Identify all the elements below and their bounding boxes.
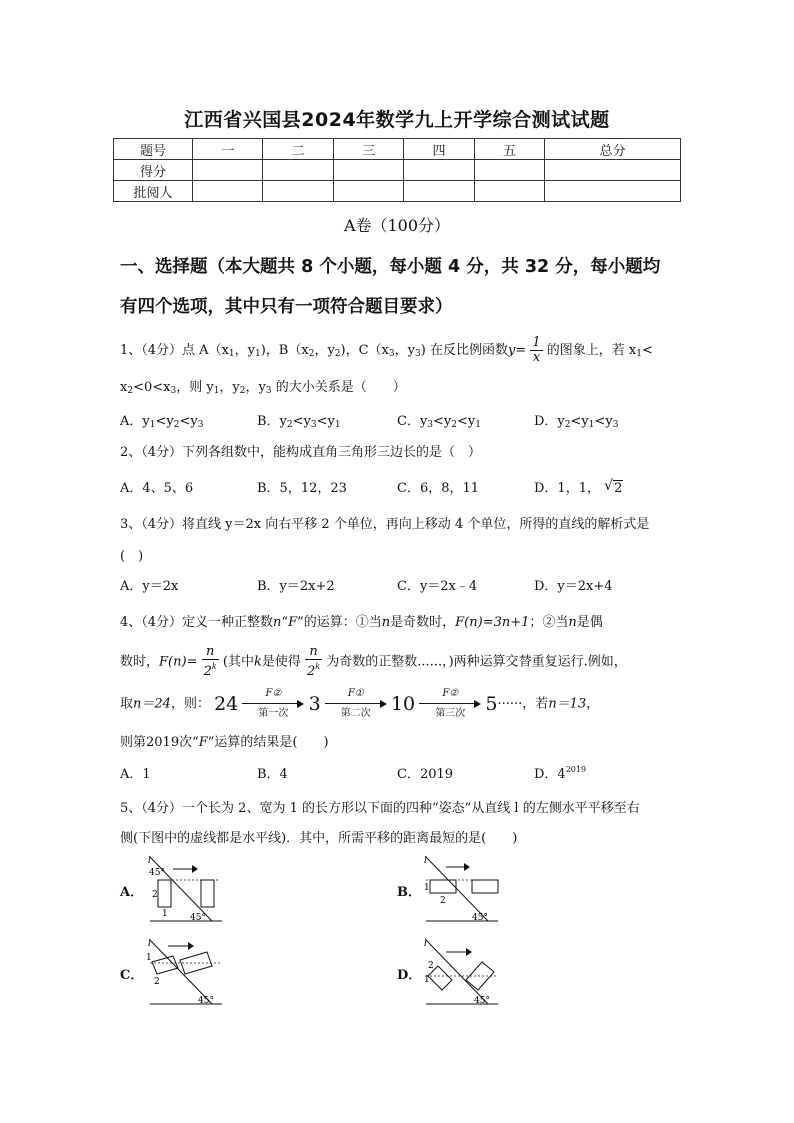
figure-b <box>416 855 506 925</box>
question-5-line1: 5、（4分）一个长为 2、宽为 1 的长方形以下面的四种“姿态”从直线 l 的左侧水平平移至右 <box>120 801 640 816</box>
q3-option-c[interactable]: C．y＝2x﹣4 <box>397 579 478 594</box>
section-subtitle: A卷（100分） <box>343 216 451 235</box>
table-cell <box>404 160 474 181</box>
table-cell: 二 <box>263 139 333 160</box>
table-cell <box>333 181 403 202</box>
table-cell: 批阅人 <box>114 181 193 202</box>
svg-text:l: l <box>148 939 151 949</box>
figure-label-d[interactable]: D． <box>397 968 422 983</box>
score-table <box>113 138 681 202</box>
svg-text:45°: 45° <box>474 996 490 1006</box>
fraction: $\frac{n}{2^k}$ <box>307 644 321 679</box>
question-3-line1: 3、（4分）将直线 y＝2x 向右平移 2 个单位，再向上移动 4 个单位，所得的直线的解析式是 <box>120 517 650 532</box>
svg-text:2: 2 <box>154 977 160 987</box>
question-1-line2: $x_2<0<x_3$，则 $y_1$，$y_2$，$y_3$ 的大小关系是（ ） <box>120 380 406 396</box>
q3-option-b[interactable]: B．y＝2x+2 <box>257 579 335 594</box>
q4-option-c[interactable]: C．2019 <box>397 767 454 782</box>
page-title: 江西省兴国县2024年数学九上开学综合测试试题 <box>184 109 610 131</box>
figure-label-a[interactable]: A． <box>120 885 144 900</box>
fraction: $\frac{n}{2^k}$ <box>203 644 217 679</box>
svg-text:1: 1 <box>146 953 152 963</box>
q3-option-d[interactable]: D．y＝2x+4 <box>534 579 613 594</box>
question-4-line1: 4、（4分）定义一种正整数n“F”的运算：①当n是奇数时，F(n)=3n+1；②当n是偶 <box>120 615 603 630</box>
svg-text:1: 1 <box>162 909 168 919</box>
svg-text:2: 2 <box>428 961 434 971</box>
table-cell <box>333 160 403 181</box>
table-cell: 四 <box>404 139 474 160</box>
svg-text:2: 2 <box>152 890 158 900</box>
arrow-1: F② 第一次 <box>242 688 304 720</box>
svg-text:45°: 45° <box>472 913 488 923</box>
table-cell: 题号 <box>114 139 193 160</box>
table-cell: 一 <box>193 139 263 160</box>
question-1-line1: 1、（4分）点 $A(x_1$，$y_1$)，$B(x_2$，$y_2$)，$C(x_3$，$y_3$) 在反比例函数y= $\frac{1}{x}$ 的图象上，若 $x_1<$ <box>120 335 653 365</box>
table-cell <box>474 160 544 181</box>
question-3-line2: ( ) <box>120 549 144 564</box>
q2-option-d[interactable]: D．1，1， √ 2 <box>534 477 623 496</box>
table-cell <box>263 160 333 181</box>
table-cell: 三 <box>333 139 403 160</box>
table-row <box>114 139 681 160</box>
svg-text:1: 1 <box>424 883 430 893</box>
table-cell <box>263 181 333 202</box>
table-row <box>114 181 681 202</box>
svg-text:2: 2 <box>440 896 446 906</box>
q4-option-a[interactable]: A．1 <box>120 767 151 782</box>
svg-text:l: l <box>424 856 427 866</box>
table-cell <box>545 160 681 181</box>
table-cell: 五 <box>474 139 544 160</box>
section-heading-line2: 有四个选项，其中只有一项符合题目要求） <box>120 297 453 317</box>
svg-text:l: l <box>148 856 151 866</box>
question-5-line2: 侧(下图中的虚线都是水平线)．其中，所需平移的距离最短的是( ) <box>120 831 518 846</box>
arrow-2: F① 第二次 <box>325 688 387 720</box>
svg-text:45°: 45° <box>149 868 165 878</box>
table-row <box>114 160 681 181</box>
question-4-line3: 取n＝24，则： 24 F② 第一次 3 F① 第二次 10 F② 第三次 5······，若n＝13， <box>120 688 600 719</box>
table-cell <box>404 181 474 202</box>
q1-option-c[interactable]: C．$y_3<y_2<y_1$ <box>397 414 481 430</box>
q2-option-c[interactable]: C．6，8，11 <box>397 481 480 496</box>
table-cell <box>474 181 544 202</box>
q1-option-d[interactable]: D．$y_2<y_1<y_3$ <box>534 414 619 430</box>
figure-c <box>140 938 230 1008</box>
svg-text:45°: 45° <box>198 996 214 1006</box>
svg-text:45°: 45° <box>190 913 206 923</box>
q2-option-a[interactable]: A．4、5、6 <box>120 481 194 496</box>
figure-d <box>416 938 506 1008</box>
figure-a <box>140 855 230 925</box>
question-4-line4: 则第2019次“F”运算的结果是( ) <box>120 735 329 750</box>
svg-text:1: 1 <box>424 975 430 985</box>
figure-label-c[interactable]: C． <box>120 968 144 983</box>
q4-option-d[interactable]: D．$4^{2019}$ <box>534 765 587 782</box>
sqrt-symbol: √ 2 <box>604 481 623 496</box>
question-4-line2: 数时，F(n)= $\frac{n}{2^k}$ (其中k是使得 $\frac{n}{2^k}$ 为奇数的正整数......，)两种运算交替重复运行.例如， <box>120 644 627 679</box>
table-cell <box>193 181 263 202</box>
svg-text:l: l <box>424 939 427 949</box>
table-cell: 得分 <box>114 160 193 181</box>
section-heading-line1: 一、选择题（本大题共 8 个小题，每小题 4 分，共 32 分，每小题均 <box>120 257 661 277</box>
q3-option-a[interactable]: A．y＝2x <box>120 579 179 594</box>
table-cell <box>545 181 681 202</box>
figure-label-b[interactable]: B． <box>397 885 421 900</box>
q4-option-b[interactable]: B．4 <box>257 767 288 782</box>
arrow-3: F② 第三次 <box>419 688 481 720</box>
table-cell: 总分 <box>545 139 681 160</box>
q2-option-b[interactable]: B．5，12，23 <box>257 481 347 496</box>
q1-option-a[interactable]: A．$y_1<y_2<y_3$ <box>120 414 204 430</box>
table-cell <box>193 160 263 181</box>
fraction: $\frac{1}{x}$ <box>532 335 541 365</box>
q1-option-b[interactable]: B．$y_2<y_3<y_1$ <box>257 414 341 430</box>
question-2-text: 2、（4分）下列各组数中，能构成直角三角形三边长的是（ ） <box>120 445 482 460</box>
